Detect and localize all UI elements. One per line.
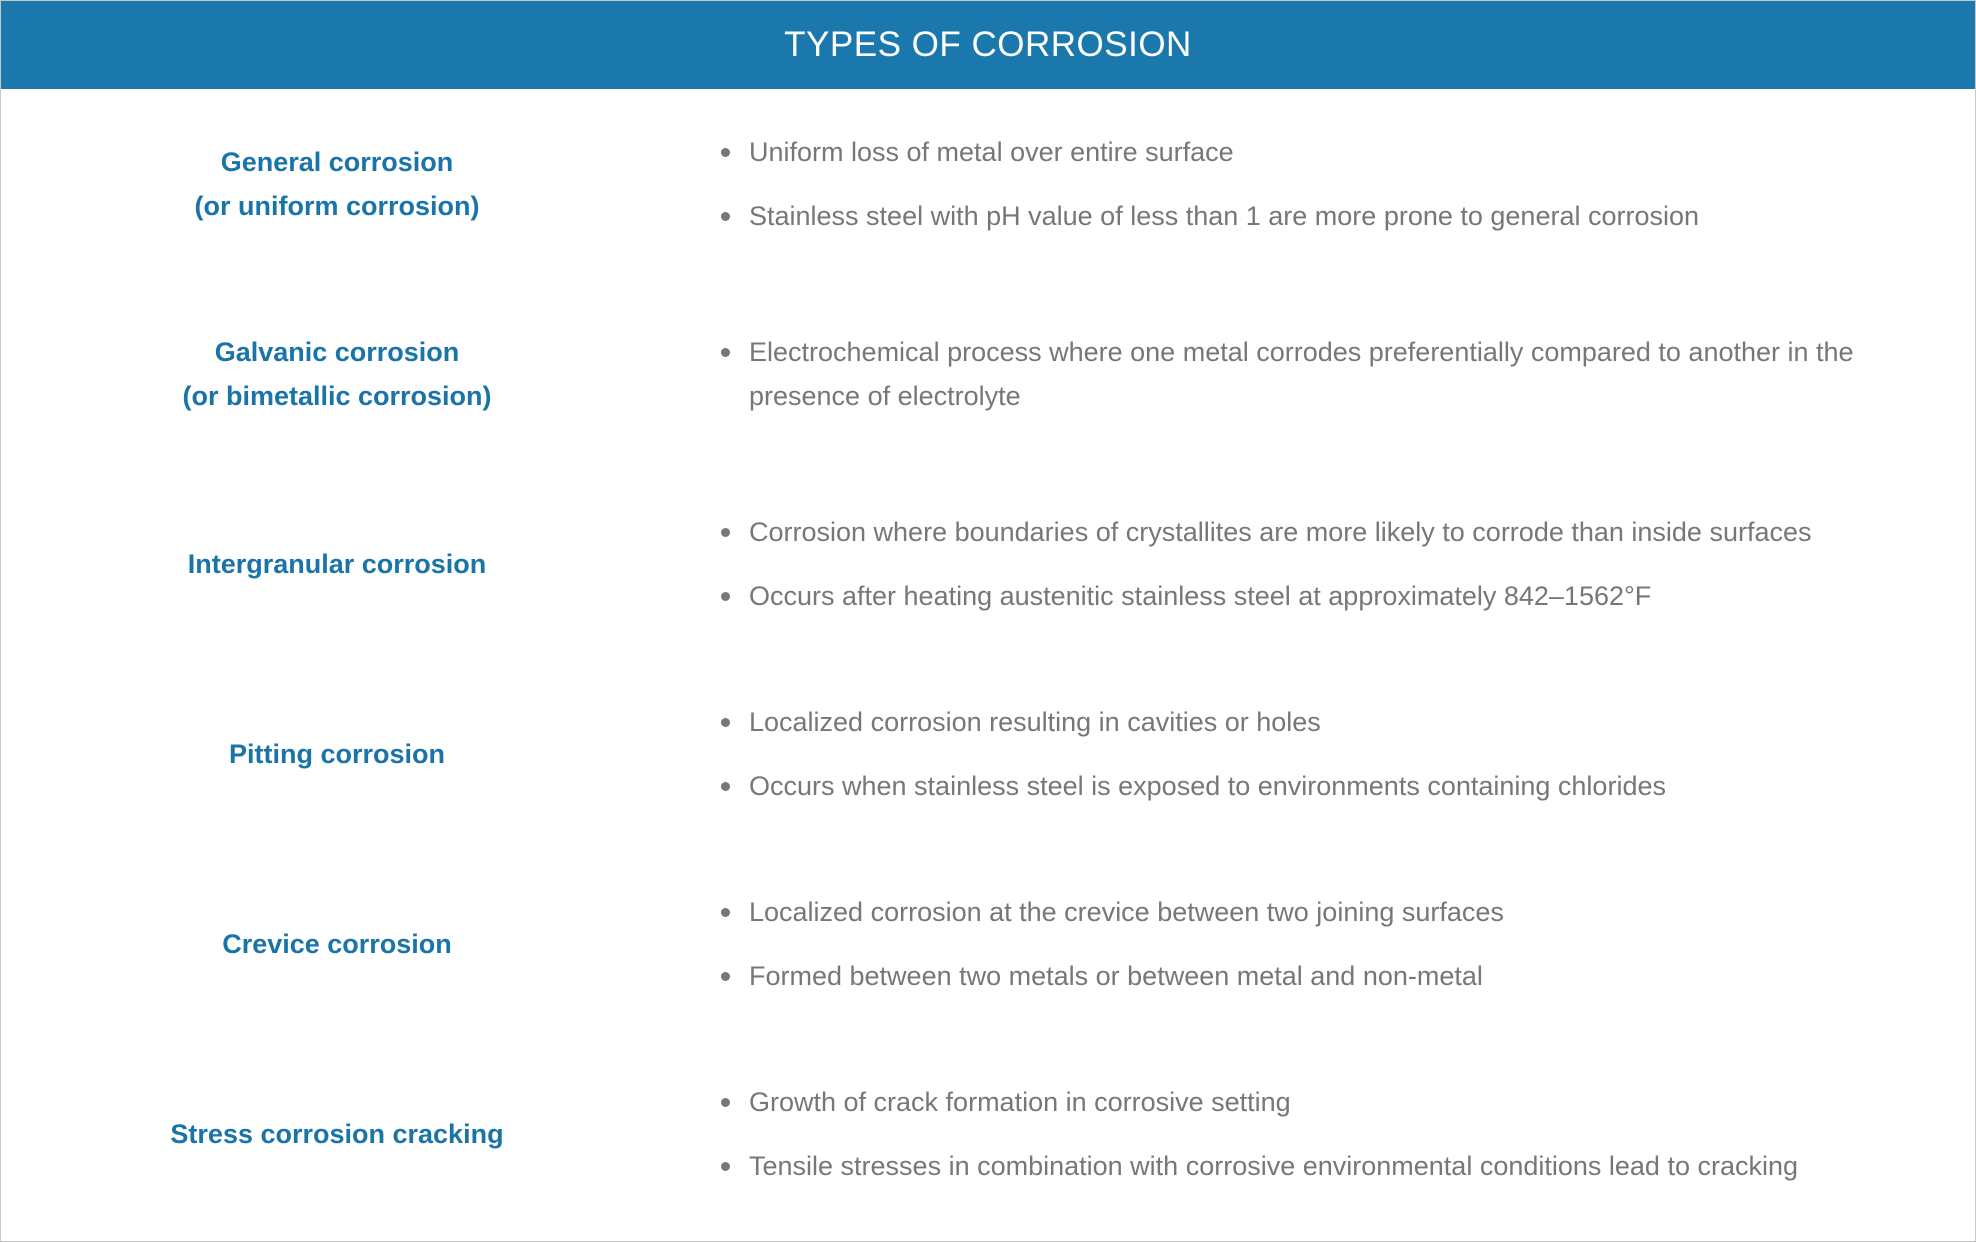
type-name-subline: (or uniform corrosion) [194, 191, 480, 221]
bullet-item: Stainless steel with pH value of less than 1 are more prone to general corrosion [719, 194, 1959, 238]
bullet-list [719, 130, 1959, 238]
corrosion-type-name [1, 922, 673, 966]
type-name-subline: (or bimetallic corrosion) [182, 381, 492, 411]
type-name-line: General corrosion [220, 147, 454, 177]
bullet-item: Occurs when stainless steel is exposed to environments containing chlorides [719, 764, 1959, 808]
row-galvanic-corrosion [1, 279, 1975, 469]
row-crevice-corrosion [1, 849, 1975, 1039]
bullet-item: Localized corrosion at the crevice between two joining surfaces [719, 890, 1959, 934]
bullet-list [719, 1080, 1959, 1188]
bullet-list [719, 330, 1959, 418]
header-bar [1, 1, 1975, 89]
bullet-item: Occurs after heating austenitic stainless steel at approximately 842–1562°F [719, 574, 1959, 618]
bullet-item: Electrochemical process where one metal corrodes preferentially compared to another in the presence of electrolyte [719, 330, 1959, 418]
corrosion-type-name [1, 140, 673, 228]
bullet-item: Localized corrosion resulting in cavities or holes [719, 700, 1959, 744]
bullet-item: Uniform loss of metal over entire surface [719, 130, 1959, 174]
corrosion-type-name [1, 330, 673, 418]
row-stress-corrosion-cracking [1, 1039, 1975, 1229]
bullet-list [719, 890, 1959, 998]
row-pitting-corrosion [1, 659, 1975, 849]
corrosion-description [719, 1080, 1959, 1188]
bullet-item: Tensile stresses in combination with corrosive environmental conditions lead to cracking [719, 1144, 1959, 1188]
corrosion-description [719, 130, 1959, 238]
type-name-line: Stress corrosion cracking [170, 1119, 504, 1149]
bullet-list [719, 700, 1959, 808]
row-intergranular-corrosion [1, 469, 1975, 659]
corrosion-type-name [1, 732, 673, 776]
bullet-item: Corrosion where boundaries of crystallites are more likely to corrode than inside surfaces [719, 510, 1959, 554]
row-general-corrosion [1, 89, 1975, 279]
type-name-line: Pitting corrosion [229, 739, 445, 769]
corrosion-description [719, 890, 1959, 998]
page-title: TYPES OF CORROSION [784, 25, 1192, 64]
bullet-item: Formed between two metals or between metal and non-metal [719, 954, 1959, 998]
bullet-item: Growth of crack formation in corrosive setting [719, 1080, 1959, 1124]
corrosion-type-name [1, 542, 673, 586]
corrosion-description [719, 330, 1959, 418]
type-name-line: Crevice corrosion [222, 929, 452, 959]
corrosion-type-name [1, 1112, 673, 1156]
corrosion-description [719, 510, 1959, 618]
type-name-line: Intergranular corrosion [187, 549, 487, 579]
bullet-list [719, 510, 1959, 618]
corrosion-description [719, 700, 1959, 808]
type-name-line: Galvanic corrosion [214, 337, 460, 367]
